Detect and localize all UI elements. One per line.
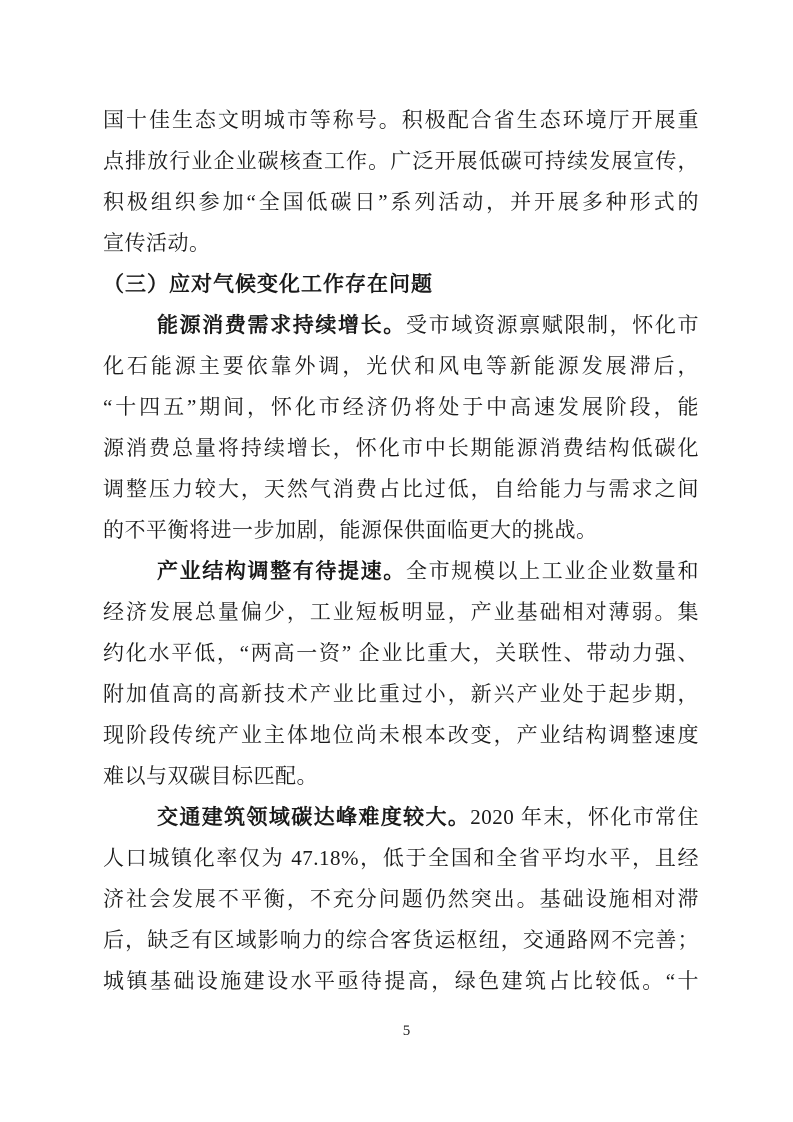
body-text: 全市规模以上工业企业数量和: [405, 559, 700, 583]
body-text: 2020 年末，怀化市常住: [470, 805, 699, 829]
body-text: 国十佳生态文明城市等称号。积极配合省生态环境厅开展重: [103, 108, 699, 132]
bold-lead-text: 产业结构调整有待提速。: [157, 560, 406, 583]
body-text: 约化水平低，“两高一资” 企业比重大，关联性、带动力强、: [103, 641, 699, 665]
body-text: 难以与双碳目标匹配。: [103, 764, 318, 788]
bold-lead-text: （三）应对气候变化工作存在问题: [103, 273, 433, 296]
body-text: 宣传活动。: [103, 231, 211, 255]
section-heading: [103, 264, 699, 305]
text-line: [103, 387, 699, 428]
body-text: 积极组织参加“全国低碳日”系列活动，并开展多种形式的: [103, 190, 699, 214]
text-line: [103, 756, 699, 797]
text-line: [103, 633, 699, 674]
body-text: 城镇基础设施建设水平亟待提高，绿色建筑占比较低。“十: [103, 969, 699, 993]
body-text: “十四五”期间，怀化市经济仍将处于中高速发展阶段，能: [103, 395, 699, 419]
text-line: [103, 223, 699, 264]
page-footer: [0, 1022, 793, 1040]
body-text: 附加值高的高新技术产业比重过小，新兴产业处于起步期，: [103, 682, 699, 706]
text-line: [103, 469, 699, 510]
body-text: 调整压力较大，天然气消费占比过低，自给能力与需求之间: [103, 477, 699, 501]
text-line: [103, 797, 699, 838]
body-text: 受市域资源禀赋限制，怀化市: [405, 313, 700, 337]
bold-lead-text: 能源消费需求持续增长。: [157, 314, 406, 337]
text-line: [103, 510, 699, 551]
document-body: [103, 100, 699, 1002]
text-line: [103, 141, 699, 182]
body-text: 的不平衡将进一步加剧，能源保供面临更大的挑战。: [103, 518, 598, 542]
text-line: [103, 879, 699, 920]
text-line: [103, 592, 699, 633]
text-line: [103, 674, 699, 715]
text-line: [103, 551, 699, 592]
text-line: [103, 182, 699, 223]
text-line: [103, 100, 699, 141]
text-line: [103, 961, 699, 1002]
text-line: [103, 920, 699, 961]
text-line: [103, 715, 699, 756]
body-text: 经济发展总量偏少，工业短板明显，产业基础相对薄弱。集: [103, 600, 699, 624]
body-text: 现阶段传统产业主体地位尚未根本改变，产业结构调整速度: [103, 723, 699, 747]
text-line: [103, 838, 699, 879]
bold-lead-text: 交通建筑领域碳达峰难度较大。: [157, 806, 471, 829]
body-text: 后，缺乏有区域影响力的综合客货运枢纽，交通路网不完善；: [103, 928, 699, 952]
body-text: 源消费总量将持续增长，怀化市中长期能源消费结构低碳化: [103, 436, 699, 460]
text-line: [103, 305, 699, 346]
body-text: 济社会发展不平衡，不充分问题仍然突出。基础设施相对滞: [103, 887, 699, 911]
text-line: [103, 428, 699, 469]
text-line: [103, 346, 699, 387]
body-text: 点排放行业企业碳核查工作。广泛开展低碳可持续发展宣传，: [103, 149, 699, 173]
body-text: 化石能源主要依靠外调，光伏和风电等新能源发展滞后，: [103, 354, 699, 378]
page-number: 5: [402, 1023, 411, 1039]
body-text: 人口城镇化率仅为 47.18%，低于全国和全省平均水平，且经: [103, 846, 699, 870]
